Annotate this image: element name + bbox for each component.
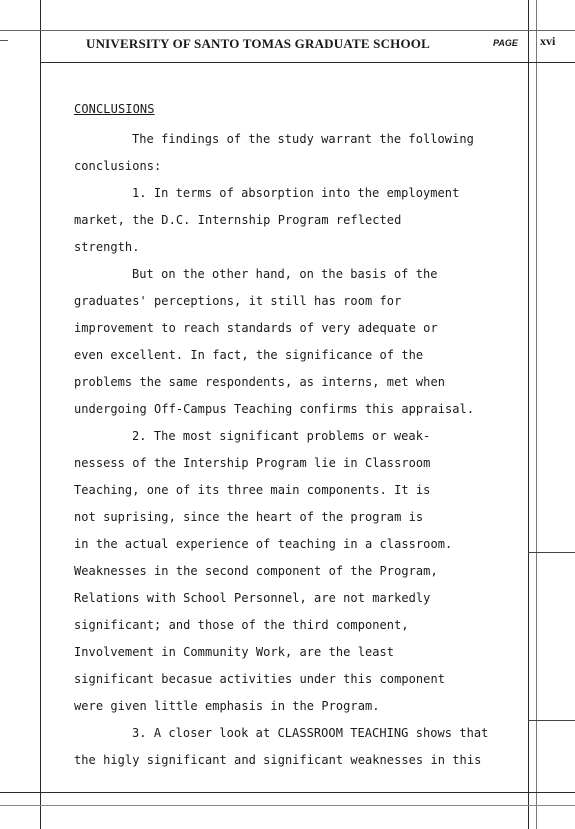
side-rule-2 — [528, 720, 575, 721]
bottom-rule — [0, 792, 575, 793]
bottom-rule-2 — [0, 805, 575, 806]
outer-right-rule — [536, 0, 537, 829]
page-header-title: UNIVERSITY OF SANTO TOMAS GRADUATE SCHOOL — [86, 36, 430, 51]
text-line: were given little emphasis in the Program. — [74, 699, 380, 713]
section-heading: CONCLUSIONS — [74, 102, 155, 116]
text-line: market, the D.C. Internship Program reflected — [74, 213, 402, 227]
text-line: significant; and those of the third component, — [74, 618, 409, 632]
text-line: problems the same respondents, as interns, met when — [74, 375, 446, 389]
text-line: Relations with School Personnel, are not markedly — [74, 591, 431, 605]
text-line: significant becasue activities under this component — [74, 672, 446, 686]
page-number: xvi — [540, 34, 556, 48]
text-line: But on the other hand, on the basis of the — [132, 267, 438, 281]
text-line: 1. In terms of absorption into the employment — [132, 186, 460, 200]
text-line: Weaknesses in the second component of the Program, — [74, 564, 438, 578]
text-line: 3. A closer look at CLASSROOM TEACHING shows that — [132, 726, 489, 740]
text-line: The findings of the study warrant the following — [132, 132, 474, 146]
text-line: strength. — [74, 240, 140, 254]
left-tick — [0, 40, 8, 41]
text-line: even excellent. In fact, the significance of the — [74, 348, 424, 362]
side-rule-1 — [528, 552, 575, 553]
header-rule — [40, 62, 575, 63]
text-line: conclusions: — [74, 159, 162, 173]
page-label: PAGE — [493, 38, 518, 48]
top-rule — [0, 30, 575, 31]
left-margin-rule — [40, 0, 41, 829]
text-line: the higly significant and significant weaknesses in this — [74, 753, 482, 767]
text-line: Involvement in Community Work, are the least — [74, 645, 395, 659]
body-text — [74, 126, 534, 774]
text-line: in the actual experience of teaching in a classroom. — [74, 537, 453, 551]
text-line: undergoing Off-Campus Teaching confirms this appraisal. — [74, 402, 475, 416]
text-line: Teaching, one of its three main components. It is — [74, 483, 431, 497]
text-line: 2. The most significant problems or weak- — [132, 429, 431, 443]
text-line: improvement to reach standards of very adequate or — [74, 321, 438, 335]
text-line: nessess of the Intership Program lie in Classroom — [74, 456, 431, 470]
text-line: graduates' perceptions, it still has room for — [74, 294, 402, 308]
text-line: not suprising, since the heart of the program is — [74, 510, 424, 524]
